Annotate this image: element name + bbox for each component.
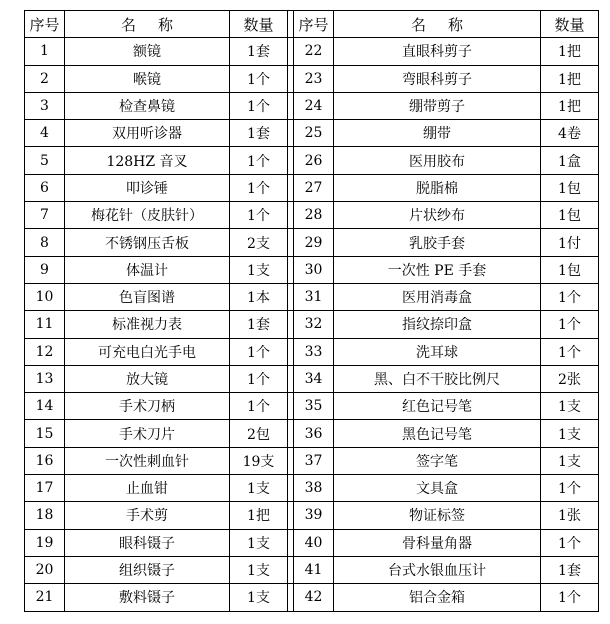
cell-left-name: 止血钳 [65,475,230,502]
cell-left-no: 19 [25,529,65,556]
cell-left-no: 2 [25,65,65,92]
cell-left-name: 一次性刺血针 [65,447,230,474]
cell-right-qty: 1把 [541,38,599,65]
cell-left-no: 6 [25,174,65,201]
cell-left-qty: 1个 [230,393,288,420]
cell-left-name: 敷料镊子 [65,584,230,611]
cell-left-name: 放大镜 [65,365,230,392]
cell-left-no: 7 [25,202,65,229]
cell-left-no: 16 [25,447,65,474]
cell-left-qty: 1把 [230,502,288,529]
table-row [25,338,599,365]
cell-right-name: 铝合金箱 [334,584,541,611]
cell-left-no: 8 [25,229,65,256]
cell-left-qty: 1支 [230,475,288,502]
cell-left-qty: 1套 [230,38,288,65]
cell-right-no: 24 [294,92,334,119]
cell-right-name: 乳胶手套 [334,229,541,256]
cell-left-qty: 1个 [230,174,288,201]
cell-right-name: 物证标签 [334,502,541,529]
cell-right-name: 文具盒 [334,475,541,502]
cell-left-name: 喉镜 [65,65,230,92]
cell-right-no: 40 [294,529,334,556]
cell-right-no: 22 [294,38,334,65]
cell-right-qty: 1包 [541,256,599,283]
cell-left-qty: 1支 [230,256,288,283]
cell-right-name: 指纹捺印盒 [334,311,541,338]
cell-right-qty: 1支 [541,447,599,474]
cell-right-qty: 1个 [541,529,599,556]
cell-left-name: 手术刀柄 [65,393,230,420]
cell-left-qty: 1支 [230,584,288,611]
cell-left-qty: 1个 [230,147,288,174]
cell-right-name: 绷带 [334,120,541,147]
header-qty-left: 数量 [230,11,288,38]
cell-left-qty: 1支 [230,556,288,583]
cell-right-name: 脱脂棉 [334,174,541,201]
cell-right-no: 23 [294,65,334,92]
cell-left-qty: 1套 [230,311,288,338]
cell-right-name: 黑、白不干胶比例尺 [334,365,541,392]
cell-left-name: 组织镊子 [65,556,230,583]
cell-right-no: 26 [294,147,334,174]
cell-left-qty: 1个 [230,202,288,229]
cell-right-qty: 1个 [541,311,599,338]
cell-left-no: 20 [25,556,65,583]
cell-left-qty: 1个 [230,65,288,92]
cell-right-qty: 1支 [541,393,599,420]
cell-left-qty: 1套 [230,120,288,147]
cell-right-no: 27 [294,174,334,201]
cell-left-name: 梅花针（皮肤针） [65,202,230,229]
cell-left-name: 手术剪 [65,502,230,529]
cell-left-no: 9 [25,256,65,283]
cell-left-qty: 1个 [230,338,288,365]
table-row [25,502,599,529]
cell-right-qty: 1张 [541,502,599,529]
table-header-row [25,11,599,38]
cell-left-no: 12 [25,338,65,365]
cell-right-qty: 1付 [541,229,599,256]
cell-left-name: 色盲图谱 [65,283,230,310]
cell-right-qty: 1个 [541,584,599,611]
cell-right-no: 25 [294,120,334,147]
cell-right-no: 39 [294,502,334,529]
cell-left-name: 检查鼻镜 [65,92,230,119]
cell-right-no: 36 [294,420,334,447]
cell-left-no: 21 [25,584,65,611]
cell-left-no: 14 [25,393,65,420]
table-row [25,475,599,502]
header-no-right: 序号 [294,11,334,38]
table-row [25,120,599,147]
cell-left-qty: 1本 [230,283,288,310]
cell-left-no: 17 [25,475,65,502]
cell-right-name: 台式水银血压计 [334,556,541,583]
cell-right-name: 签字笔 [334,447,541,474]
cell-right-no: 30 [294,256,334,283]
header-no-left: 序号 [25,11,65,38]
cell-left-qty: 1个 [230,365,288,392]
cell-right-qty: 1把 [541,92,599,119]
cell-right-no: 42 [294,584,334,611]
cell-right-qty: 1个 [541,475,599,502]
cell-right-name: 洗耳球 [334,338,541,365]
cell-left-name: 双用听诊器 [65,120,230,147]
cell-left-no: 15 [25,420,65,447]
cell-right-no: 37 [294,447,334,474]
cell-right-name: 片状纱布 [334,202,541,229]
cell-right-qty: 1套 [541,556,599,583]
cell-left-no: 18 [25,502,65,529]
cell-left-qty: 2支 [230,229,288,256]
cell-left-name: 手术刀片 [65,420,230,447]
cell-left-qty: 1支 [230,529,288,556]
cell-right-name: 绷带剪子 [334,92,541,119]
cell-left-name: 额镜 [65,38,230,65]
cell-right-qty: 4卷 [541,120,599,147]
cell-right-name: 骨科量角器 [334,529,541,556]
cell-right-qty: 1支 [541,420,599,447]
cell-right-name: 弯眼科剪子 [334,65,541,92]
table-row [25,202,599,229]
cell-right-name: 直眼科剪子 [334,38,541,65]
cell-right-qty: 1包 [541,202,599,229]
cell-left-no: 13 [25,365,65,392]
cell-left-no: 10 [25,283,65,310]
cell-right-qty: 1个 [541,338,599,365]
header-name-left: 名称 [65,11,230,38]
cell-right-no: 29 [294,229,334,256]
cell-right-no: 28 [294,202,334,229]
cell-left-qty: 1个 [230,92,288,119]
cell-right-qty: 1个 [541,283,599,310]
cell-left-no: 5 [25,147,65,174]
cell-left-qty: 2包 [230,420,288,447]
header-qty-right: 数量 [541,11,599,38]
cell-left-no: 4 [25,120,65,147]
cell-right-no: 32 [294,311,334,338]
cell-right-name: 医用消毒盒 [334,283,541,310]
cell-right-qty: 2张 [541,365,599,392]
table-row [25,229,599,256]
cell-left-name: 标准视力表 [65,311,230,338]
cell-right-no: 31 [294,283,334,310]
cell-left-name: 可充电白光手电 [65,338,230,365]
table-row [25,147,599,174]
table-row [25,38,599,65]
table-row [25,584,599,611]
table-row [25,311,599,338]
cell-left-name: 128HZ 音叉 [65,147,230,174]
cell-right-no: 34 [294,365,334,392]
table-row [25,92,599,119]
cell-right-qty: 1盒 [541,147,599,174]
table-body [25,38,599,611]
equipment-inventory-table [24,10,599,612]
table-row [25,447,599,474]
table-row [25,283,599,310]
header-name-right: 名称 [334,11,541,38]
cell-left-name: 叩诊锤 [65,174,230,201]
cell-right-name: 医用胶布 [334,147,541,174]
table-row [25,174,599,201]
cell-right-no: 33 [294,338,334,365]
cell-left-no: 3 [25,92,65,119]
table-row [25,529,599,556]
table-row [25,556,599,583]
cell-right-qty: 1把 [541,65,599,92]
cell-left-name: 眼科镊子 [65,529,230,556]
cell-left-qty: 19支 [230,447,288,474]
cell-right-name: 一次性 PE 手套 [334,256,541,283]
cell-right-qty: 1包 [541,174,599,201]
table-row [25,393,599,420]
table-row [25,65,599,92]
cell-right-name: 红色记号笔 [334,393,541,420]
cell-right-name: 黑色记号笔 [334,420,541,447]
table-row [25,365,599,392]
cell-right-no: 38 [294,475,334,502]
cell-left-no: 11 [25,311,65,338]
cell-left-name: 体温计 [65,256,230,283]
cell-left-name: 不锈钢压舌板 [65,229,230,256]
table-row [25,420,599,447]
cell-right-no: 35 [294,393,334,420]
table-row [25,256,599,283]
cell-left-no: 1 [25,38,65,65]
cell-right-no: 41 [294,556,334,583]
